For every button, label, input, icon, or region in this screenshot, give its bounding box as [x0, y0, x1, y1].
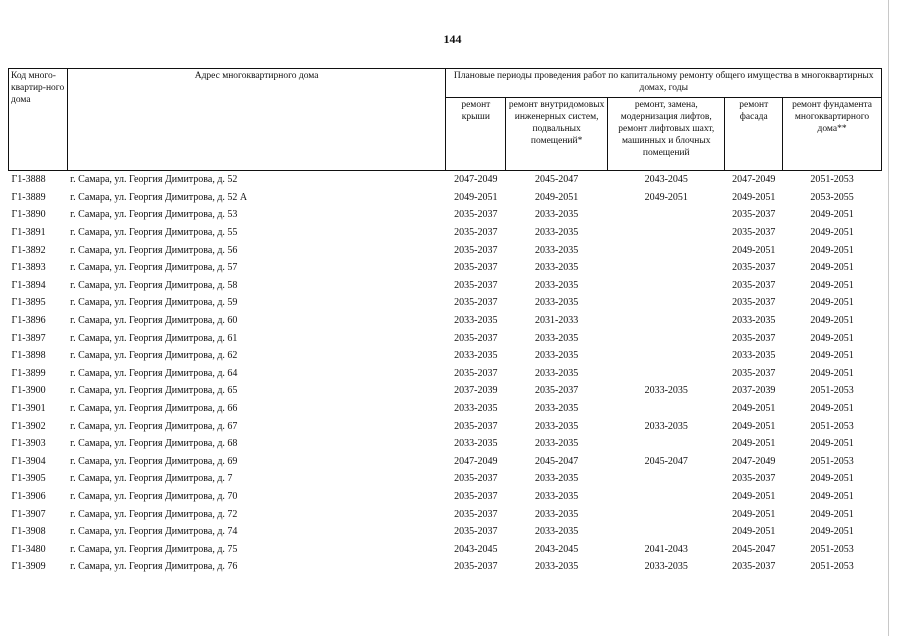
row-roof-period: 2035-2037: [454, 420, 498, 432]
row-address: г. Самара, ул. Георгия Димитрова, д. 65: [70, 385, 238, 397]
row-code: Г1-3890: [11, 209, 46, 221]
row-engineering-period: 2031-2033: [534, 315, 579, 327]
row-roof-period: 2035-2037: [454, 244, 498, 256]
row-elevators-period: [608, 523, 725, 541]
row-foundation-period: 2049-2051: [810, 297, 854, 309]
table-row: [9, 312, 882, 330]
row-address: г. Самара, ул. Георгия Димитрова, д. 52: [70, 174, 238, 186]
capital-repair-table: [8, 68, 882, 576]
row-elevators-period: 2049-2051: [644, 191, 688, 203]
table-row: [9, 558, 882, 576]
row-facade-period: 2035-2037: [732, 561, 776, 573]
row-engineering-period: 2033-2035: [534, 420, 579, 432]
row-address: г. Самара, ул. Георгия Димитрова, д. 56: [70, 244, 238, 256]
row-address: г. Самара, ул. Георгия Димитрова, д. 7: [70, 473, 233, 485]
table-row: [9, 453, 882, 471]
row-facade-period: 2045-2047: [732, 543, 776, 555]
row-code: Г1-3901: [11, 403, 46, 415]
row-engineering-period: 2033-2035: [534, 332, 579, 344]
row-foundation-period: 2051-2053: [810, 561, 854, 573]
row-facade-period: 2049-2051: [732, 490, 776, 502]
table-row: [9, 347, 882, 365]
row-facade-period: 2035-2037: [732, 279, 776, 291]
table-row: [9, 540, 882, 558]
row-facade-period: 2035-2037: [732, 297, 776, 309]
row-code: Г1-3899: [11, 367, 46, 379]
row-facade-period: 2047-2049: [732, 174, 776, 186]
row-engineering-period: 2033-2035: [534, 508, 579, 520]
row-facade-period: 2049-2051: [732, 403, 776, 415]
row-foundation-period: 2049-2051: [810, 473, 854, 485]
row-roof-period: 2047-2049: [454, 174, 498, 186]
row-code: Г1-3907: [11, 508, 46, 520]
row-engineering-period: 2049-2051: [534, 191, 579, 203]
row-elevators-period: [608, 312, 725, 330]
table-row: [9, 382, 882, 400]
row-address: г. Самара, ул. Георгия Димитрова, д. 76: [70, 561, 238, 573]
header-facade: ремонт фасада: [725, 98, 783, 171]
row-code: Г1-3898: [11, 350, 46, 362]
row-foundation-period: 2049-2051: [810, 438, 854, 450]
row-address: г. Самара, ул. Георгия Димитрова, д. 62: [70, 350, 238, 362]
row-roof-period: 2033-2035: [454, 403, 498, 415]
row-facade-period: 2035-2037: [732, 473, 776, 485]
table-body: [9, 171, 882, 576]
table-row: [9, 294, 882, 312]
row-facade-period: 2035-2037: [732, 209, 776, 221]
row-code: Г1-3480: [11, 543, 46, 555]
row-foundation-period: 2049-2051: [810, 209, 854, 221]
row-elevators-period: [608, 435, 725, 453]
row-engineering-period: 2033-2035: [534, 227, 579, 239]
row-roof-period: 2035-2037: [454, 227, 498, 239]
row-roof-period: 2035-2037: [454, 279, 498, 291]
row-address: г. Самара, ул. Георгия Димитрова, д. 55: [70, 227, 238, 239]
row-engineering-period: 2033-2035: [534, 209, 579, 221]
header-engineering: ремонт внутридомовых инженерных систем, подвальных помещений*: [506, 98, 608, 171]
row-address: г. Самара, ул. Георгия Димитрова, д. 57: [70, 262, 238, 274]
row-facade-period: 2035-2037: [732, 262, 776, 274]
row-elevators-period: [608, 505, 725, 523]
row-code: Г1-3889: [11, 191, 46, 203]
table-row: [9, 277, 882, 295]
table-row: [9, 365, 882, 383]
row-elevators-period: [608, 241, 725, 259]
row-foundation-period: 2049-2051: [810, 279, 854, 291]
row-engineering-period: 2035-2037: [534, 385, 579, 397]
row-elevators-period: [608, 277, 725, 295]
row-engineering-period: 2033-2035: [534, 279, 579, 291]
row-address: г. Самара, ул. Георгия Димитрова, д. 67: [70, 420, 238, 432]
row-foundation-period: 2049-2051: [810, 315, 854, 327]
row-engineering-period: 2033-2035: [534, 561, 579, 573]
row-engineering-period: 2033-2035: [534, 473, 579, 485]
row-elevators-period: [608, 400, 725, 418]
header-foundation: ремонт фундамента многоквартирного дома**: [783, 98, 882, 171]
row-facade-period: 2035-2037: [732, 332, 776, 344]
row-code: Г1-3896: [11, 315, 46, 327]
table-header: [9, 69, 882, 171]
row-engineering-period: 2033-2035: [534, 403, 579, 415]
row-roof-period: 2035-2037: [454, 367, 498, 379]
row-code: Г1-3904: [11, 455, 46, 467]
row-address: г. Самара, ул. Георгия Димитрова, д. 59: [70, 297, 238, 309]
row-engineering-period: 2033-2035: [534, 526, 579, 538]
row-elevators-period: [608, 488, 725, 506]
table-row: [9, 206, 882, 224]
row-address: г. Самара, ул. Георгия Димитрова, д. 61: [70, 332, 238, 344]
row-roof-period: 2047-2049: [454, 455, 498, 467]
row-elevators-period: [608, 206, 725, 224]
row-elevators-period: 2033-2035: [644, 420, 688, 432]
table-row: [9, 241, 882, 259]
table-row: [9, 400, 882, 418]
row-facade-period: 2049-2051: [732, 526, 776, 538]
row-roof-period: 2035-2037: [454, 508, 498, 520]
row-elevators-period: [608, 347, 725, 365]
table-row: [9, 417, 882, 435]
header-roof: ремонт крыши: [446, 98, 506, 171]
row-roof-period: 2035-2037: [454, 490, 498, 502]
table-row: [9, 329, 882, 347]
row-engineering-period: 2033-2035: [534, 438, 579, 450]
row-facade-period: 2049-2051: [732, 420, 776, 432]
row-elevators-period: 2041-2043: [644, 543, 688, 555]
row-address: г. Самара, ул. Георгия Димитрова, д. 64: [70, 367, 238, 379]
table-row: [9, 488, 882, 506]
row-foundation-period: 2049-2051: [810, 262, 854, 274]
row-roof-period: 2035-2037: [454, 332, 498, 344]
page-number: 144: [443, 32, 462, 46]
row-roof-period: 2043-2045: [454, 543, 498, 555]
row-address: г. Самара, ул. Георгия Димитрова, д. 66: [70, 403, 238, 415]
row-roof-period: 2035-2037: [454, 297, 498, 309]
row-foundation-period: 2051-2053: [810, 420, 854, 432]
row-facade-period: 2049-2051: [732, 191, 776, 203]
row-facade-period: 2033-2035: [732, 315, 776, 327]
row-foundation-period: 2049-2051: [810, 350, 854, 362]
row-engineering-period: 2045-2047: [534, 174, 579, 186]
table-row: [9, 523, 882, 541]
row-code: Г1-3906: [11, 490, 46, 502]
row-roof-period: 2033-2035: [454, 315, 498, 327]
table-row: [9, 505, 882, 523]
table-row: [9, 224, 882, 242]
row-foundation-period: 2049-2051: [810, 526, 854, 538]
row-elevators-period: [608, 329, 725, 347]
row-engineering-period: 2033-2035: [534, 262, 579, 274]
row-roof-period: 2035-2037: [454, 209, 498, 221]
row-code: Г1-3892: [11, 244, 46, 256]
table-row: [9, 435, 882, 453]
row-address: г. Самара, ул. Георгия Димитрова, д. 52 А: [70, 191, 248, 203]
row-roof-period: 2035-2037: [454, 262, 498, 274]
row-code: Г1-3893: [11, 262, 46, 274]
row-foundation-period: 2049-2051: [810, 367, 854, 379]
table-row: [9, 171, 882, 189]
header-elevators: ремонт, замена, модернизация лифтов, ремонт лифтовых шахт, машинных и блочных помещений: [608, 98, 725, 171]
row-code: Г1-3897: [11, 332, 46, 344]
row-code: Г1-3903: [11, 438, 46, 450]
row-address: г. Самара, ул. Георгия Димитрова, д. 60: [70, 315, 238, 327]
row-foundation-period: 2051-2053: [810, 455, 854, 467]
row-roof-period: 2035-2037: [454, 561, 498, 573]
row-facade-period: 2049-2051: [732, 508, 776, 520]
row-facade-period: 2035-2037: [732, 227, 776, 239]
row-roof-period: 2035-2037: [454, 526, 498, 538]
row-foundation-period: 2051-2053: [810, 385, 854, 397]
row-roof-period: 2033-2035: [454, 350, 498, 362]
row-foundation-period: 2049-2051: [810, 508, 854, 520]
row-facade-period: 2049-2051: [732, 438, 776, 450]
row-engineering-period: 2033-2035: [534, 350, 579, 362]
row-code: Г1-3891: [11, 227, 46, 239]
row-elevators-period: [608, 294, 725, 312]
row-code: Г1-3905: [11, 473, 46, 485]
row-roof-period: 2037-2039: [454, 385, 498, 397]
row-address: г. Самара, ул. Георгия Димитрова, д. 72: [70, 508, 238, 520]
table-row: [9, 470, 882, 488]
row-foundation-period: 2049-2051: [810, 332, 854, 344]
row-foundation-period: 2049-2051: [810, 490, 854, 502]
row-engineering-period: 2033-2035: [534, 244, 579, 256]
row-elevators-period: 2045-2047: [644, 455, 688, 467]
row-elevators-period: [608, 224, 725, 242]
row-foundation-period: 2053-2055: [810, 191, 854, 203]
row-address: г. Самара, ул. Георгия Димитрова, д. 75: [70, 543, 238, 555]
row-roof-period: 2035-2037: [454, 473, 498, 485]
row-facade-period: 2033-2035: [732, 350, 776, 362]
row-facade-period: 2035-2037: [732, 367, 776, 379]
row-foundation-period: 2051-2053: [810, 174, 854, 186]
row-facade-period: 2047-2049: [732, 455, 776, 467]
row-address: г. Самара, ул. Георгия Димитрова, д. 58: [70, 279, 238, 291]
row-engineering-period: 2033-2035: [534, 367, 579, 379]
row-foundation-period: 2049-2051: [810, 403, 854, 415]
row-engineering-period: 2045-2047: [534, 455, 579, 467]
row-foundation-period: 2049-2051: [810, 244, 854, 256]
table-row: [9, 189, 882, 207]
row-foundation-period: 2051-2053: [810, 543, 854, 555]
row-roof-period: 2049-2051: [454, 191, 498, 203]
row-elevators-period: 2043-2045: [644, 174, 688, 186]
row-engineering-period: 2043-2045: [534, 543, 579, 555]
row-code: Г1-3894: [11, 279, 46, 291]
row-engineering-period: 2033-2035: [534, 297, 579, 309]
row-foundation-period: 2049-2051: [810, 227, 854, 239]
row-address: г. Самара, ул. Георгия Димитрова, д. 53: [70, 209, 238, 221]
header-code: Код много-квартир-ного дома: [9, 69, 68, 171]
page-edge-line: [888, 0, 889, 636]
row-elevators-period: [608, 365, 725, 383]
table-row: [9, 259, 882, 277]
header-address: Адрес многоквартирного дома: [67, 69, 446, 171]
row-code: Г1-3902: [11, 420, 46, 432]
row-elevators-period: 2033-2035: [644, 385, 688, 397]
row-elevators-period: 2033-2035: [644, 561, 688, 573]
row-code: Г1-3895: [11, 297, 46, 309]
row-facade-period: 2049-2051: [732, 244, 776, 256]
row-elevators-period: [608, 259, 725, 277]
row-roof-period: 2033-2035: [454, 438, 498, 450]
row-address: г. Самара, ул. Георгия Димитрова, д. 74: [70, 526, 238, 538]
row-address: г. Самара, ул. Георгия Димитрова, д. 68: [70, 438, 238, 450]
row-engineering-period: 2033-2035: [534, 490, 579, 502]
row-code: Г1-3909: [11, 561, 46, 573]
row-address: г. Самара, ул. Георгия Димитрова, д. 69: [70, 455, 238, 467]
row-code: Г1-3900: [11, 385, 46, 397]
row-code: Г1-3888: [11, 174, 46, 186]
row-elevators-period: [608, 470, 725, 488]
row-address: г. Самара, ул. Георгия Димитрова, д. 70: [70, 490, 238, 502]
row-facade-period: 2037-2039: [732, 385, 776, 397]
header-periods-group: Плановые периоды проведения работ по капитальному ремонту общего имущества в многоквартирных домах, годы: [446, 69, 882, 98]
row-code: Г1-3908: [11, 526, 46, 538]
